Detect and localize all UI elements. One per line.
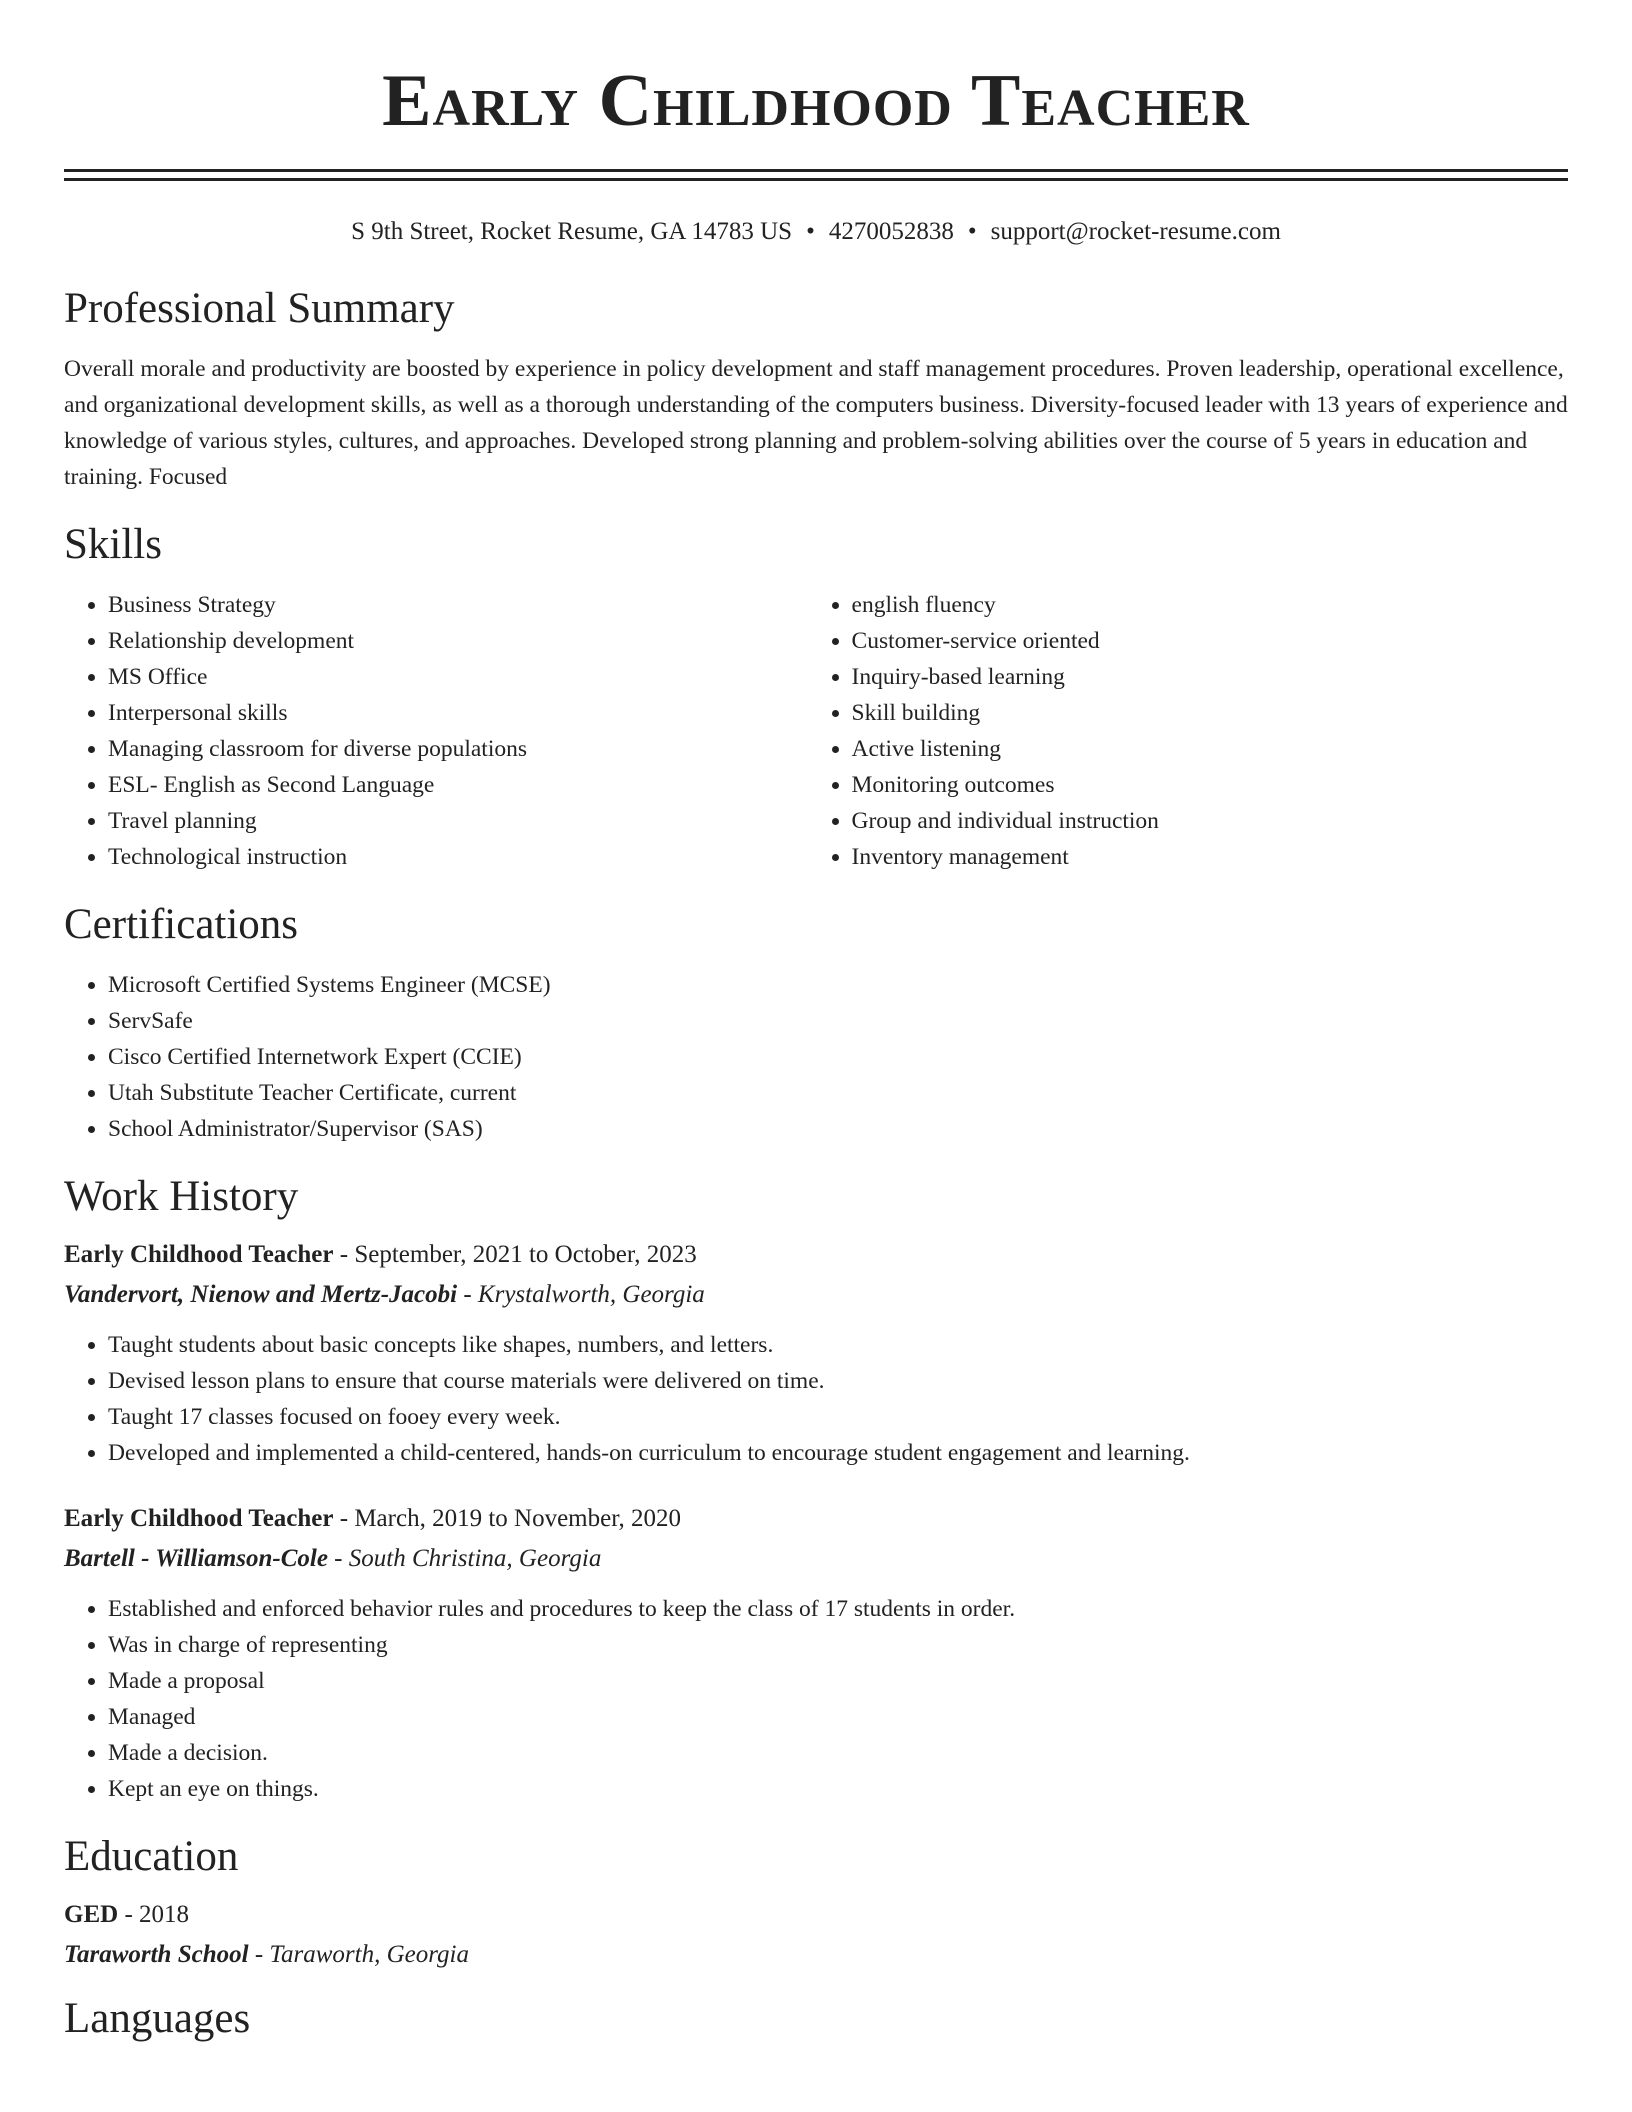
list-item: • Inquiry-based learning — [852, 659, 1568, 695]
list-item: • ESL- English as Second Language — [108, 767, 808, 803]
education-school-line: Taraworth School - Taraworth, Georgia — [64, 1941, 469, 1968]
list-item: • Managed — [108, 1699, 1568, 1735]
resume-page — [64, 0, 1568, 2043]
list-item: • Interpersonal skills — [108, 695, 808, 731]
list-item: • Taught students about basic concepts like shapes, numbers, and letters. — [108, 1327, 1568, 1363]
list-item: • School Administrator/Supervisor (SAS) — [108, 1111, 1568, 1147]
list-item: • Was in charge of representing — [108, 1627, 1568, 1663]
job-location: Krystalworth, Georgia — [477, 1281, 705, 1308]
list-item: • Group and individual instruction — [852, 803, 1568, 839]
list-item: • Devised lesson plans to ensure that course materials were delivered on time. — [108, 1363, 1568, 1399]
list-item: • Skill building — [852, 695, 1568, 731]
list-item: • Developed and implemented a child-centered, hands-on curriculum to encourage student engagement and learning. — [108, 1435, 1568, 1471]
contact-phone: 4270052838 — [828, 218, 954, 245]
list-item: • Monitoring outcomes — [852, 767, 1568, 803]
job-title-line: Early Childhood Teacher - March, 2019 to November, 2020 — [64, 1505, 682, 1532]
certifications-heading: Certifications — [64, 901, 299, 948]
title-divider-bottom — [64, 178, 1568, 181]
skills-list-left — [64, 587, 808, 875]
contact-email[interactable]: support@rocket-resume.com — [990, 218, 1281, 245]
list-item: • Established and enforced behavior rules and procedures to keep the class of 17 students in order. — [108, 1591, 1568, 1627]
job-bullets — [64, 1327, 1568, 1471]
list-item: • MS Office — [108, 659, 808, 695]
job-dates: March, 2019 to November, 2020 — [354, 1505, 682, 1532]
job-title: Early Childhood Teacher — [64, 1505, 334, 1532]
list-item: • Customer-service oriented — [852, 623, 1568, 659]
contact-address: S 9th Street, Rocket Resume, GA 14783 US — [351, 218, 793, 245]
education-entry — [64, 1895, 1568, 1975]
list-item: • Microsoft Certified Systems Engineer (MCSE) — [108, 967, 1568, 1003]
skills-list-right — [808, 587, 1568, 875]
education-location: Taraworth, Georgia — [269, 1941, 469, 1968]
job-title: Early Childhood Teacher — [64, 1241, 334, 1268]
job-title-line: Early Childhood Teacher - September, 2021 to October, 2023 — [64, 1241, 697, 1268]
summary-text: Overall morale and productivity are boosted by experience in policy development and staff management procedures. Proven leadership, operational excellence, and organizational development skills, as well as a thorough understanding of the computers business. Diversity-focused leader with 13 years of experience and knowledge of various styles, cultures, and approaches. Developed strong planning and problem-solving abilities over the course of 5 years in education and training. Focused — [64, 356, 1568, 490]
list-item: • Kept an eye on things. — [108, 1771, 1568, 1807]
job-location: South Christina, Georgia — [348, 1545, 602, 1572]
list-item: • Utah Substitute Teacher Certificate, current — [108, 1075, 1568, 1111]
title-divider-top — [64, 169, 1568, 172]
list-item: • Business Strategy — [108, 587, 808, 623]
list-item: • Made a decision. — [108, 1735, 1568, 1771]
work-history-heading: Work History — [64, 1173, 299, 1220]
languages-heading: Languages — [64, 1995, 251, 2042]
job-company: Bartell - Williamson-Cole — [64, 1545, 328, 1572]
separator-dot: • — [967, 218, 977, 245]
separator-dot: • — [806, 218, 815, 245]
job-company: Vandervort, Nienow and Mertz-Jacobi — [64, 1281, 458, 1308]
job-entry — [64, 1235, 1568, 1471]
education-degree-line: GED - 2018 — [64, 1901, 190, 1928]
list-item: • ServSafe — [108, 1003, 1568, 1039]
summary-heading: Professional Summary — [64, 285, 455, 332]
education-year: 2018 — [139, 1901, 190, 1928]
certifications-list — [64, 967, 1568, 1147]
list-item: • Taught 17 classes focused on fooey every week. — [108, 1399, 1568, 1435]
education-heading: Education — [64, 1833, 239, 1880]
job-dates: September, 2021 to October, 2023 — [354, 1241, 697, 1268]
list-item: • Inventory management — [852, 839, 1568, 875]
contact-line — [64, 217, 1568, 247]
education-school: Taraworth School — [64, 1941, 249, 1968]
job-company-line: Vandervort, Nienow and Mertz-Jacobi - Krystalworth, Georgia — [64, 1281, 705, 1308]
list-item: • Cisco Certified Internetwork Expert (CCIE) — [108, 1039, 1568, 1075]
job-entry — [64, 1499, 1568, 1807]
list-item: • Technological instruction — [108, 839, 808, 875]
skills-heading: Skills — [64, 521, 162, 568]
job-bullets — [64, 1591, 1568, 1807]
list-item: • Relationship development — [108, 623, 808, 659]
list-item: • Made a proposal — [108, 1663, 1568, 1699]
job-company-line: Bartell - Williamson-Cole - South Christina, Georgia — [64, 1545, 602, 1572]
skills-columns — [64, 587, 1568, 875]
list-item: • Managing classroom for diverse populations — [108, 731, 808, 767]
list-item: • Travel planning — [108, 803, 808, 839]
education-degree: GED — [64, 1901, 119, 1928]
list-item: • english fluency — [852, 587, 1568, 623]
resume-title: Early Childhood Teacher — [382, 60, 1250, 142]
list-item: • Active listening — [852, 731, 1568, 767]
